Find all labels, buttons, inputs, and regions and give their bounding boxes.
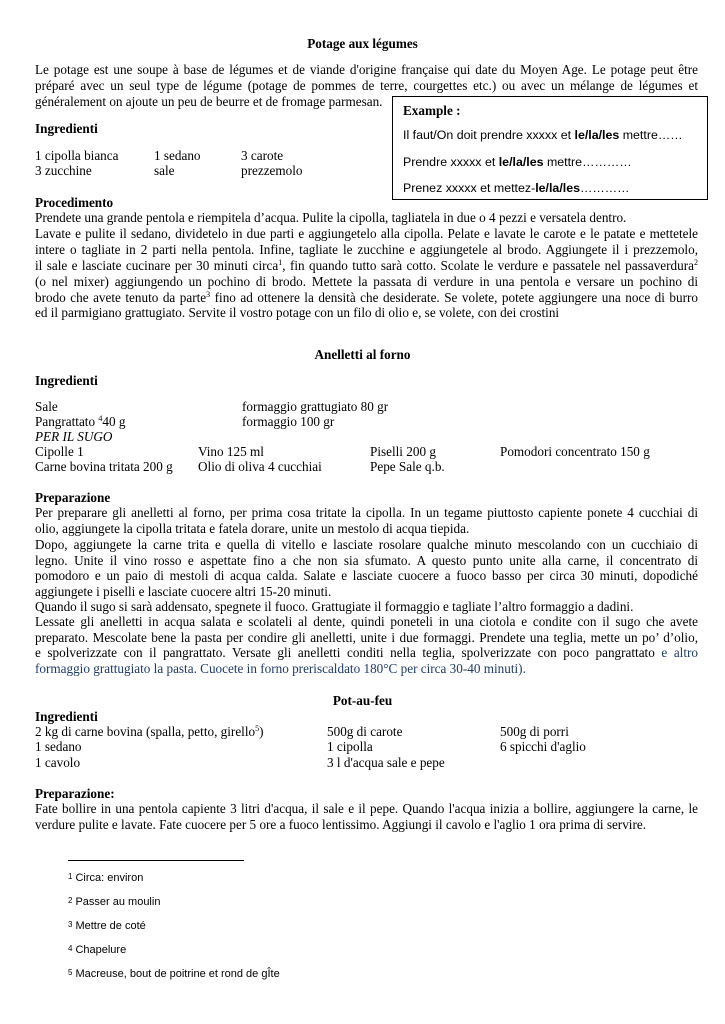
anelletti-prep-line-10a: e spolverizzate con il pangrattato. Versate gli anelletti conditi nella teglia, spolverizzate con poco pangrattato [35, 645, 655, 660]
example-line-1 [403, 128, 683, 143]
ingredient-cipolla: 1 cipolla bianca [35, 148, 119, 163]
anelletti-prep-line-7: Quando il sugo si sarà addensato, spegnete il fuoco. Grattugiate il formaggio e tagliate l’altro formaggio a dadini. [35, 599, 634, 614]
potage-intro-line-3: généralement on ajoute un peu de beurre et de fromage parmesan. [35, 94, 383, 109]
potaufeu-cipolla: 1 cipolla [327, 739, 373, 754]
anelletti-formaggio-grattugiato: formaggio grattugiato 80 gr [242, 399, 389, 414]
potaufeu-cavolo: 1 cavolo [35, 755, 81, 770]
anelletti-prep-line-10 [35, 645, 698, 660]
example-line-1-end: mettre…… [619, 128, 683, 142]
sugo-pomodori: Pomodori concentrato 150 g [500, 444, 650, 459]
footnote-ref-3: 3 [206, 290, 211, 299]
anelletti-prep-line-5: pomodoro e un paio di mestoli di acqua calda. Salate e lasciate cuocere a fuoco basso per circa 30 minuti, dopodiché [35, 568, 698, 583]
anelletti-title: Anelletti al forno [314, 347, 411, 362]
potage-procedure-heading: Procedimento [35, 195, 114, 210]
potaufeu-prep-line-2: verdure pulite e lavate. Fate cuocere per 5 ore a fuoco lentissimo. Aggiungi il cavolo e l'aglio 1 ora prima di servire. [35, 817, 646, 832]
anelletti-pangrattato [35, 414, 125, 429]
footnote-1-text: Circa: environ [75, 872, 144, 884]
footnote-separator [68, 860, 244, 861]
procedure-line-5: (o nel mixer) aggiungendo un pochino di brodo. Mettete la passata di verdure in una pentola e versare un pochino di [35, 274, 698, 289]
procedure-line-3: intere o tagliate in 2 parti nella pentola. Infine, tagliate le zucchine e aggiungetele al brodo. Aggiungete il i prezzemolo, [35, 242, 698, 257]
footnote-4-text: Chapelure [75, 944, 127, 956]
procedure-line-4 [35, 258, 698, 273]
potaufeu-carote: 500g di carote [327, 724, 403, 739]
footnote-5-text: Macreuse, bout de poitrine et rond de gÎte [75, 968, 280, 980]
potaufeu-beef [35, 724, 264, 739]
footnote-ref-2: 2 [693, 258, 698, 267]
example-line-3-end: ………… [580, 181, 630, 195]
procedure-line-4a: il sale e lasciate cucinare per 30 minuti circa [35, 258, 279, 273]
procedure-line-1: Prendete una grande pentola e riempitela d’acqua. Pulite la cipolla, tagliatela in due o 4 pezzi e versatela dentro. [35, 210, 627, 225]
procedure-line-6a: brodo che avete tenuto da parte [35, 290, 207, 305]
anelletti-formaggio: formaggio 100 gr [242, 414, 335, 429]
beef-text: 2 kg di carne bovina (spalla, petto, girello [35, 724, 256, 739]
footnote-ref-1: 1 [278, 258, 283, 267]
potage-title: Potage aux légumes [307, 36, 418, 51]
per-il-sugo: PER IL SUGO [35, 429, 113, 444]
anelletti-prep-line-8: Lessate gli anelletti in acqua salata e scolateli al dente, quindi poneteli in una ciotola e condite con il sugo che avete [35, 614, 698, 629]
footnote-3-text: Mettre de coté [75, 920, 146, 932]
example-line-3-text: Prenez xxxxx et mettez- [403, 181, 536, 195]
ingredient-sale: sale [154, 163, 175, 178]
procedure-line-7: ed il parmigiano grattugiato. Servite il vostro potage con un filo di olio e, se volete, con dei crostini [35, 305, 560, 320]
anelletti-ingredients-heading: Ingredienti [35, 373, 98, 388]
footnote-5-num: 5 [68, 968, 73, 977]
sugo-carne: Carne bovina tritata 200 g [35, 459, 173, 474]
ingredient-sedano: 1 sedano [154, 148, 201, 163]
potage-intro-line-2: préparé avec un seul type de légume (potage de pommes de terre, courgettes etc.) ou avec un mélange de légumes et [35, 78, 698, 93]
footnote-ref-5: 5 [255, 724, 260, 733]
footnote-1-num: 1 [68, 872, 73, 881]
footnote-1 [68, 869, 143, 886]
procedure-line-6b: fino ad ottenere la densità che desiderate. Se volete, potete aggiungere una noce di burro [210, 290, 698, 305]
example-heading: Example : [403, 103, 461, 118]
example-line-2 [403, 155, 632, 170]
pangrattato-qty: 40 g [102, 414, 126, 429]
anelletti-prep-line-3: Dopo, aggiungete la carne trita e quella di vitello e lasciate rosolare qualche minuto mescolando con un cucchiaio di [35, 537, 698, 552]
footnote-2 [68, 893, 160, 910]
potage-intro-line-1: Le potage est une soupe à base de légumes et de viande d'origine française qui date du Moyen Age. Le potage peut être [35, 62, 698, 77]
ingredient-prezzemolo: prezzemolo [241, 163, 303, 178]
example-line-2-end: mettre………… [543, 155, 632, 169]
anelletti-prep-line-4: legno. Unite il vino rosso e aspettate fino a che non sia sfumato. A questo punto unite alla carne, il concentrato di [35, 553, 698, 568]
potaufeu-porri: 500g di porri [500, 724, 569, 739]
anelletti-sale: Sale [35, 399, 58, 414]
beef-close: ) [259, 724, 264, 739]
potaufeu-acqua: 3 l d'acqua sale e pepe [327, 755, 445, 770]
sugo-vino: Vino 125 ml [198, 444, 264, 459]
example-line-3-pronoun: le/la/les [535, 181, 580, 195]
example-line-2-text: Prendre xxxxx et [403, 155, 499, 169]
sugo-pepe-sale: Pepe Sale q.b. [370, 459, 445, 474]
footnote-4 [68, 941, 126, 958]
sugo-olio: Olio di oliva 4 cucchiai [198, 459, 322, 474]
procedure-line-2: Lavate e pulite il sedano, dividetelo in due parti e aggiungetelo alla cipolla. Pelate e lavate le carote e le patate e mettetele [35, 226, 698, 241]
example-line-1-text: Il faut/On doit prendre xxxxx et [403, 128, 575, 142]
potaufeu-prep-line-1: Fate bollire in una pentola capiente 3 litri d'acqua, il sale e il pepe. Quando l'acqua inizia a bollire, aggiungere la carne, le [35, 801, 698, 816]
footnote-2-text: Passer au moulin [75, 896, 161, 908]
potage-ingredients-heading: Ingredienti [35, 121, 98, 136]
procedure-line-6 [35, 290, 698, 305]
potaufeu-ingredients-heading: Ingredienti [35, 709, 98, 724]
footnote-4-num: 4 [68, 944, 73, 953]
potaufeu-sedano: 1 sedano [35, 739, 82, 754]
footnote-2-num: 2 [68, 896, 73, 905]
sugo-cipolle: Cipolle 1 [35, 444, 84, 459]
ingredient-zucchine: 3 zucchine [35, 163, 92, 178]
anelletti-prep-line-9: preparato. Mescolate bene la pasta per condire gli anelletti, unite i due formaggi. Prendete una teglia, mette un po’ d’olio, [35, 630, 698, 645]
potaufeu-title: Pot-au-feu [332, 693, 393, 708]
footnote-3 [68, 917, 146, 934]
anelletti-prep-line-10b: e altro [654, 645, 698, 660]
anelletti-preparation-heading: Preparazione [35, 490, 111, 505]
pangrattato-label: Pangrattato [35, 414, 99, 429]
potaufeu-preparation-heading: Preparazione: [35, 786, 115, 801]
footnote-5 [68, 965, 280, 982]
procedure-line-4b: , fin quando tutto sarà cotto. Scolate le verdure e passatele nel passaverdura [282, 258, 694, 273]
anelletti-prep-line-6: aggiungete i piselli e lasciate cuocere altri 15-20 minuti. [35, 584, 332, 599]
example-box [392, 96, 708, 200]
sugo-piselli: Piselli 200 g [370, 444, 436, 459]
potaufeu-aglio: 6 spicchi d'aglio [500, 739, 586, 754]
anelletti-prep-line-11: formaggio grattugiato la pasta. Cuocete in forno preriscaldato 180°C per circa 30-40 minuti). [35, 661, 526, 676]
example-line-1-pronoun: le/la/les [574, 128, 620, 142]
example-line-3 [403, 181, 630, 196]
anelletti-prep-line-1: Per preparare gli anelletti al forno, per prima cosa tritate la cipolla. In un tegame piuttosto capiente ponete 4 cucchiai di [35, 505, 698, 520]
example-line-2-pronoun: le/la/les [498, 155, 544, 169]
footnote-3-num: 3 [68, 920, 73, 929]
footnote-ref-4: 4 [98, 414, 103, 423]
anelletti-prep-line-2: olio, aggiungete la cipolla tritata e fatela dorare, unite un mestolo di acqua tiepida. [35, 521, 470, 536]
ingredient-carote: 3 carote [241, 148, 284, 163]
